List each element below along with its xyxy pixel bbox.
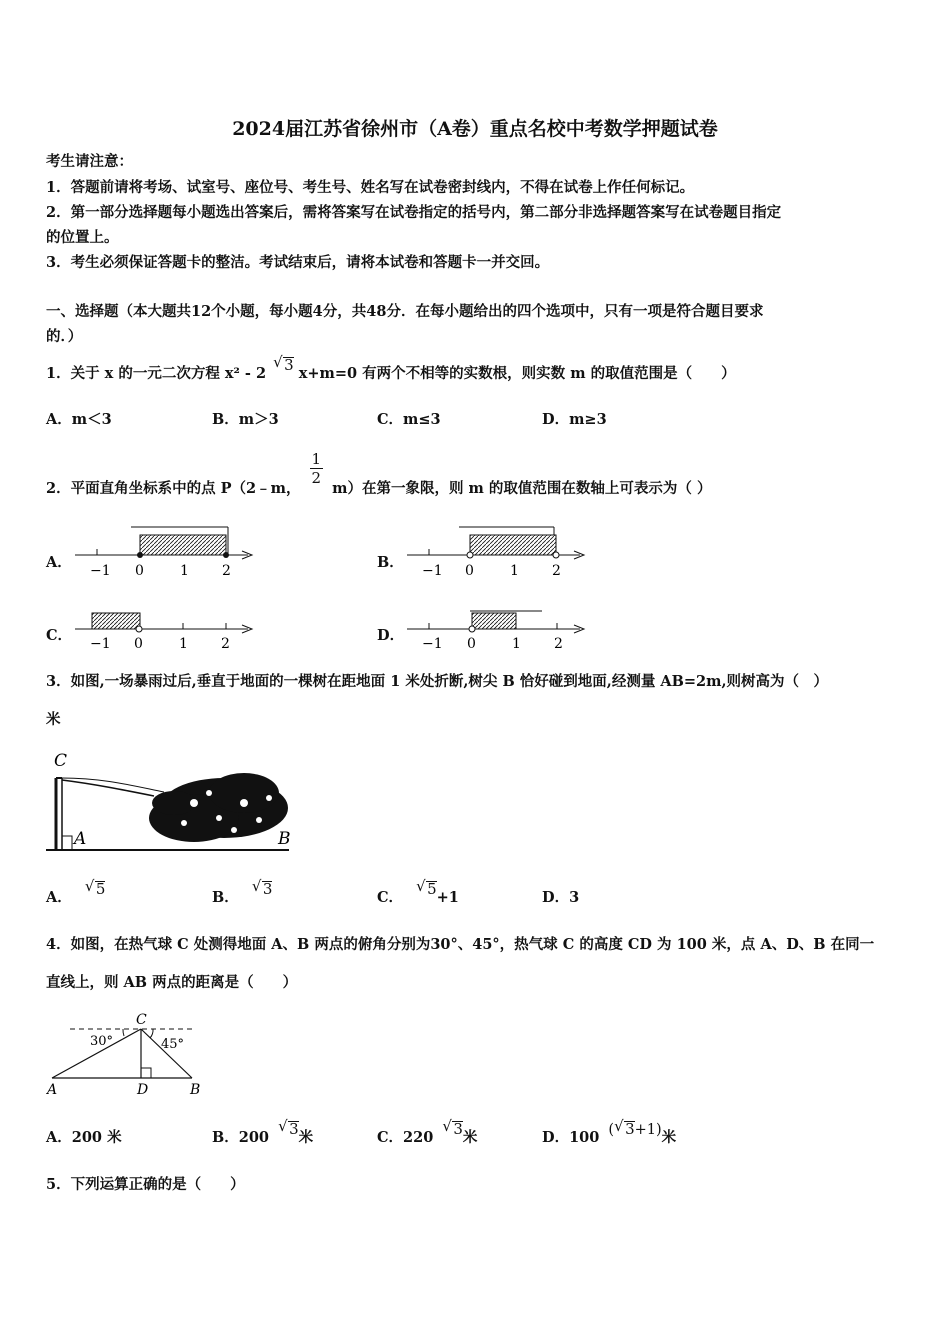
- fraction-denominator: 2: [311, 469, 322, 487]
- q3-option-c[interactable]: [377, 880, 459, 908]
- option-label: A．: [46, 889, 72, 906]
- tick-label: 1: [179, 636, 188, 652]
- notice-item: 的位置上。: [46, 229, 119, 246]
- plus-one: +1): [634, 1122, 662, 1138]
- tick-label: 1: [512, 636, 521, 652]
- q2-option-c-label[interactable]: C．: [46, 627, 73, 644]
- label-d: D: [137, 1082, 149, 1098]
- tick-label: −1: [90, 636, 111, 652]
- tick-label: 0: [467, 636, 476, 652]
- label-b: B: [278, 829, 291, 849]
- sqrt-3: √ 3: [283, 357, 294, 372]
- question-4-cont: 直线上，则 AB 两点的距离是（ ）: [46, 974, 298, 991]
- q1-option-d[interactable]: D．m≥3: [542, 411, 607, 428]
- sqrt-5: √ 5: [426, 881, 437, 896]
- question-5: 5．下列运算正确的是（ ）: [46, 1176, 245, 1193]
- page-title: 2024届江苏省徐州市（A卷）重点名校中考数学押题试卷: [232, 118, 718, 140]
- tick-label: 0: [465, 563, 474, 579]
- sqrt-3: √ 3: [624, 1121, 635, 1136]
- fraction-half: [310, 450, 324, 487]
- q2-suffix: m）在第一象限，则 m 的取值范围在数轴上可表示为（ ）: [332, 479, 712, 497]
- q3-option-a[interactable]: [46, 880, 106, 908]
- label-c: C: [136, 1012, 147, 1028]
- sqrt-3: √ 3: [288, 1121, 299, 1136]
- option-label: B．200: [212, 1129, 270, 1146]
- option-label: A．200 米: [46, 1129, 122, 1146]
- q3-option-d[interactable]: [542, 888, 579, 908]
- sqrt-3: √ 3: [262, 881, 273, 896]
- section-heading-cont: 的．）: [46, 328, 83, 345]
- question-3-cont: 米: [46, 711, 61, 728]
- question-2: [46, 448, 712, 497]
- number-line-a[interactable]: [70, 520, 260, 582]
- option-label: B．: [212, 889, 239, 906]
- label-b: B: [190, 1082, 201, 1098]
- tick-label: 2: [222, 563, 231, 579]
- option-suffix: +1: [436, 889, 459, 906]
- q2-prefix: 2．平面直角坐标系中的点 P（2﹣m，: [46, 479, 301, 497]
- q1-option-a[interactable]: A．m＜3: [46, 411, 112, 428]
- paren-open: (: [608, 1122, 615, 1138]
- label-c: C: [54, 751, 68, 771]
- q4-option-c[interactable]: [377, 1120, 478, 1148]
- option-unit: 米: [298, 1129, 314, 1146]
- question-1: [46, 356, 736, 384]
- q1-prefix: 1．关于 x 的一元二次方程 x² - 2: [46, 365, 267, 382]
- label-a: A: [47, 1082, 58, 1098]
- tick-label: 2: [221, 636, 230, 652]
- tick-label: 1: [510, 563, 519, 579]
- notice-item: 3．考生必须保证答题卡的整洁。考试结束后，请将本试卷和答题卡一并交回。: [46, 254, 550, 271]
- q3-option-b[interactable]: [212, 880, 273, 908]
- tick-label: 0: [135, 563, 144, 579]
- q4-option-b[interactable]: [212, 1120, 314, 1148]
- q1-option-b[interactable]: B．m＞3: [212, 411, 279, 428]
- option-label: D．100: [542, 1129, 600, 1146]
- q4-option-d[interactable]: [542, 1120, 677, 1148]
- q2-option-b-label[interactable]: B．: [377, 554, 404, 571]
- sqrt-5: √ 5: [95, 881, 106, 896]
- notice-heading: 考生请注意：: [46, 153, 133, 170]
- tick-label: 2: [552, 563, 561, 579]
- option-label: C．: [377, 889, 404, 906]
- tick-label: −1: [90, 563, 111, 579]
- option-label: D．3: [542, 889, 580, 906]
- angle-30: 30°: [90, 1034, 114, 1049]
- option-unit: 米: [661, 1129, 677, 1146]
- angle-45: 45°: [161, 1037, 185, 1052]
- sqrt-3: √ 3: [452, 1121, 463, 1136]
- section-heading: 一、选择题（本大题共12个小题，每小题4分，共48分．在每小题给出的四个选项中，只有一项是符合题目要求: [46, 303, 764, 320]
- label-a: A: [74, 829, 87, 849]
- tick-label: 0: [134, 636, 143, 652]
- number-line-c[interactable]: [70, 605, 260, 655]
- tick-label: −1: [422, 636, 443, 652]
- tick-label: 1: [180, 563, 189, 579]
- q2-option-d-label[interactable]: D．: [377, 627, 405, 644]
- q1-suffix: x+m=0 有两个不相等的实数根，则实数 m 的取值范围是（ ）: [298, 365, 736, 382]
- fraction-numerator: 1: [311, 450, 322, 468]
- tree-figure: [44, 748, 304, 858]
- number-line-b[interactable]: [402, 520, 592, 582]
- number-line-d[interactable]: [402, 605, 592, 655]
- option-label: C．220: [377, 1129, 434, 1146]
- q2-option-a-label[interactable]: A．: [46, 554, 72, 571]
- question-4: 4．如图，在热气球 C 处测得地面 A、B 两点的俯角分别为30°、45°，热气球 C 的高度 CD 为 100 米，点 A、D、B 在同一: [46, 936, 875, 953]
- notice-item: 2．第一部分选择题每小题选出答案后，需将答案写在试卷指定的括号内，第二部分非选择题答案写在试卷题目指定: [46, 204, 782, 221]
- notice-item: 1．答题前请将考场、试室号、座位号、考生号、姓名写在试卷密封线内，不得在试卷上作任何标记。: [46, 179, 695, 196]
- q4-option-a[interactable]: [46, 1128, 122, 1148]
- tick-label: −1: [422, 563, 443, 579]
- tick-label: 2: [554, 636, 563, 652]
- question-3: 3．如图,一场暴雨过后,垂直于地面的一棵树在距地面 1 米处折断,树尖 B 恰好碰到地面,经测量 AB=2m,则树高为（ ）: [46, 673, 828, 690]
- balloon-figure: [44, 1010, 214, 1102]
- option-unit: 米: [462, 1129, 478, 1146]
- q1-option-c[interactable]: C．m≤3: [377, 411, 441, 428]
